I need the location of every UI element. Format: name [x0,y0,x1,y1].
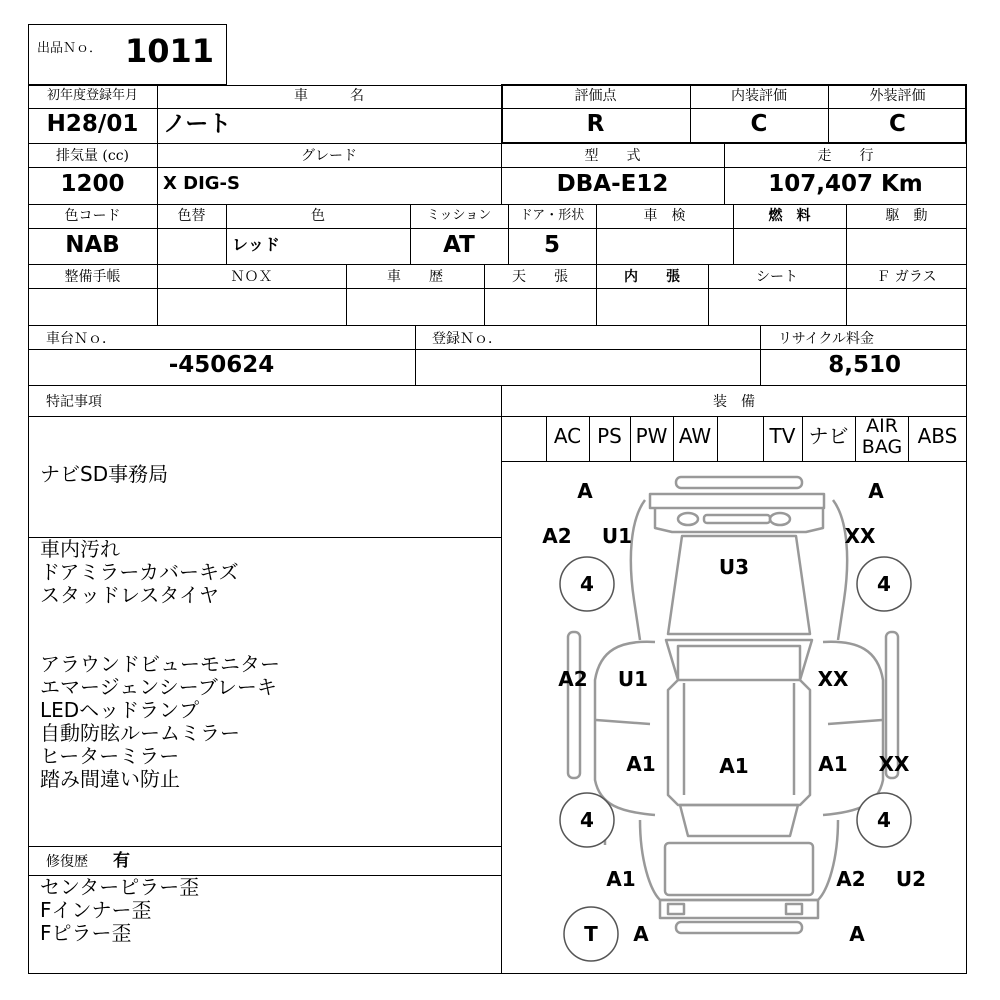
color-label: 色 [311,208,325,224]
door-shape-value: 5 [543,232,560,258]
tire-label: 4 [877,572,891,596]
drive-label: 駆 動 [885,208,928,224]
equip-navi: ナビ [808,424,849,448]
reg-date-label: 初年度登録年月 [46,88,138,103]
equip-pw: PW [635,424,668,448]
tire-label: 4 [877,808,891,832]
repair-line: センターピラー歪 [40,875,200,899]
damage-marks [542,479,926,946]
damage-mark: A [577,479,593,503]
damage-mark: XX [817,667,849,691]
damage-mark: U1 [617,667,649,691]
headliner-label: 天 張 [512,269,568,285]
displacement-label: 排気量 (cc) [55,148,130,164]
remark-line: ドアミラーカバーキズ [40,560,239,584]
recycle-fee-value: 8,510 [828,352,901,378]
damage-mark: A [849,922,865,946]
damage-mark: U1 [601,524,633,548]
nav-note: ナビSD事務局 [40,462,169,486]
seat-label: シート [756,269,798,285]
transmission-value: AT [443,232,475,258]
interior-trim-label: 内 張 [624,269,680,285]
remark-line: アラウンドビューモニター [40,652,280,676]
maintenance-book-label: 整備手帳 [64,269,121,285]
interior-grade-label: 内装評価 [731,88,787,104]
displacement-value: 1200 [60,171,125,197]
equip-ps: PS [597,424,622,448]
tire-label: T [584,922,598,946]
lot-number: 1011 [125,32,215,70]
damage-mark: A [868,479,884,503]
repair-line: Fインナー歪 [40,898,152,922]
grade-label: グレード [301,148,357,164]
equip-abs: ABS [917,424,958,448]
inspection-label: 車 検 [643,208,686,224]
car-name-label: 車 名 [294,88,364,104]
remark-line: ヒーターミラー [40,744,180,768]
damage-mark: A2 [836,867,866,891]
damage-mark: A1 [606,867,636,891]
transmission-label: ミッション [426,208,492,223]
damage-mark: A2 [542,524,572,548]
equip-aw: AW [678,424,712,448]
reg-date-value: H28/01 [46,111,139,137]
remark-line: 踏み間違い防止 [40,767,180,791]
remark-line: エマージェンシーブレーキ [40,675,277,699]
fuel-label: 燃 料 [768,208,811,224]
exterior-grade-value: C [889,111,906,137]
equip-ac: AC [553,424,582,448]
damage-mark: XX [878,752,910,776]
tire-label: 4 [580,572,594,596]
exterior-grade-label: 外装評価 [869,88,926,104]
damage-mark: A1 [818,752,848,776]
equipment-label: 装 備 [713,394,755,410]
damage-mark: A [633,922,649,946]
remarks-label: 特記事項 [46,394,102,410]
remark-line: 自動防眩ルームミラー [40,721,240,745]
repair-history-label: 修復歴 [46,854,88,870]
damage-mark: A1 [626,752,656,776]
damage-mark: U2 [895,867,927,891]
remark-line: LEDヘッドランプ [40,698,200,722]
registration-number-label: 登録Ｎｏ． [432,331,502,347]
repair-line: Fピラー歪 [40,921,132,945]
color-code-value: NAB [65,232,120,258]
equip-tv: TV [769,424,796,448]
nox-label: ＮＯＸ [230,269,273,285]
tire-label: 4 [580,808,594,832]
door-shape-label: ドア・形状 [519,208,585,223]
damage-mark: U3 [718,555,750,579]
vehicle-history-label: 車 歴 [387,269,443,285]
damage-mark: A1 [719,754,749,778]
mileage-value: 107,407 Km [768,171,923,197]
chassis-number-label: 車台Ｎｏ． [46,331,116,347]
recycle-fee-label: リサイクル料金 [778,331,875,347]
front-glass-label: Ｆ ガラス [876,269,937,285]
mileage-label: 走 行 [817,148,874,164]
score-label: 評価点 [574,88,617,104]
damage-mark: XX [844,524,876,548]
lot-label: 出品Ｎｏ． [37,41,103,56]
remark-line: スタッドレスタイヤ [40,583,219,607]
remark-line: 車内汚れ [40,537,120,561]
interior-grade-value: C [750,111,768,137]
score-value: R [586,111,605,137]
color-code-label: 色コード [64,208,121,224]
color-value: レッド [232,235,280,254]
model-code-value: DBA-E12 [556,171,669,197]
car-name-value: ノート [163,111,232,137]
repair-history-value: 有 [113,851,130,871]
equip-airbag: AIR BAG [861,415,903,458]
color-change-label: 色替 [177,208,206,224]
damage-mark: A2 [558,667,588,691]
model-code-label: 型 式 [584,148,641,164]
grade-value: X DIG-S [163,173,240,194]
chassis-number-value: -450624 [168,352,275,378]
